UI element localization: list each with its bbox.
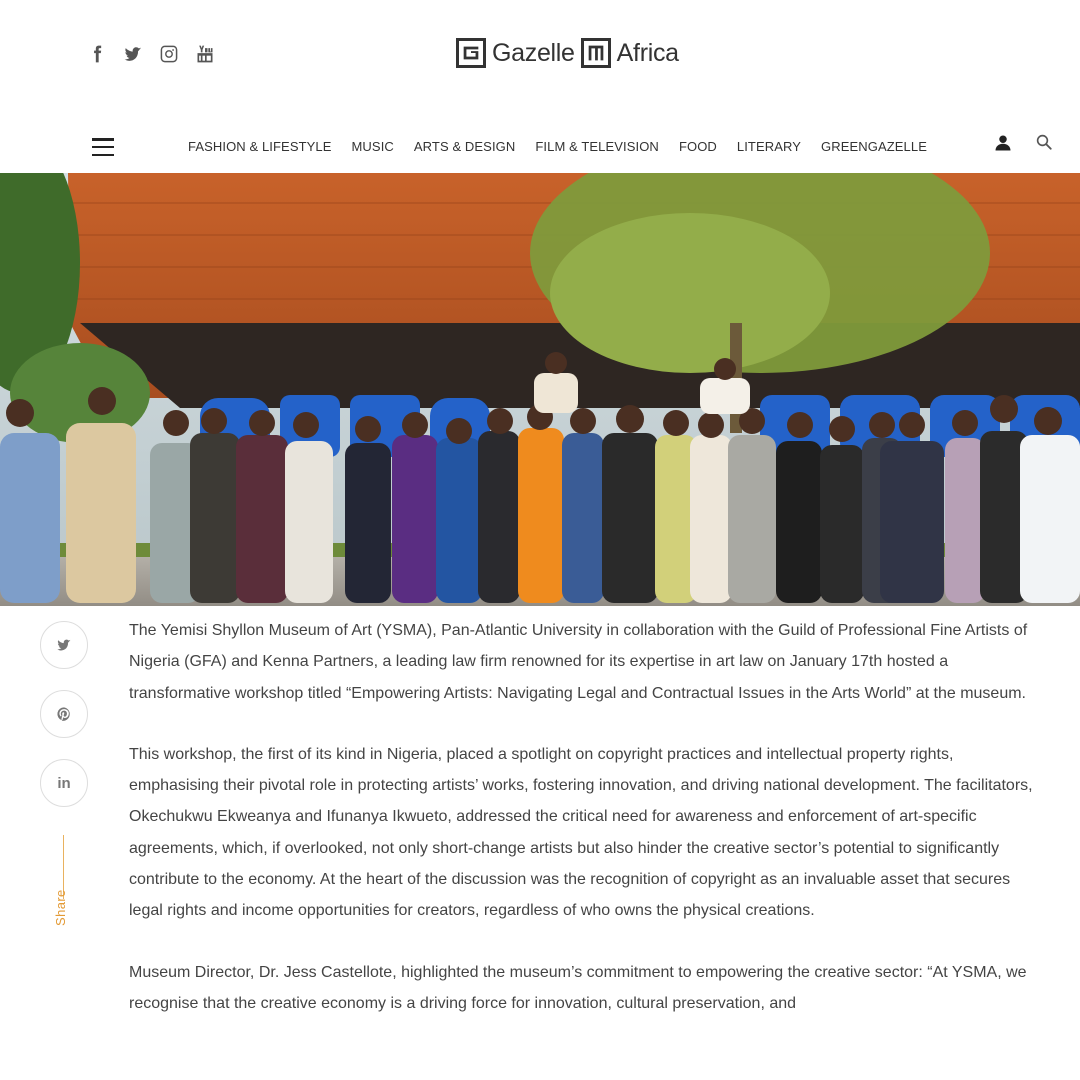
nav-item-fashion-lifestyle[interactable]: FASHION & LIFESTYLE [188, 139, 332, 154]
logo-mark-left [456, 38, 486, 68]
share-rail [40, 621, 88, 926]
share-twitter-button[interactable] [40, 621, 88, 669]
article-paragraph: Museum Director, Dr. Jess Castellote, highlighted the museum’s commitment to empowering the creative sector: “At YSMA, we recognise that the creative economy is a driving force for innovation, cultural preservation, and [129, 963, 1027, 1012]
site-logo[interactable] [456, 38, 679, 68]
nav-item-film-television[interactable]: FILM & TELEVISION [535, 139, 659, 154]
nav-item-music[interactable]: MUSIC [351, 139, 394, 154]
instagram-icon[interactable] [158, 42, 180, 66]
pinterest-icon [56, 706, 72, 722]
menu-icon[interactable] [92, 138, 114, 156]
nav-item-food[interactable]: FOOD [678, 139, 717, 154]
youtube-icon[interactable] [194, 42, 216, 66]
linkedin-icon: in [57, 774, 71, 792]
main-nav [0, 128, 1080, 168]
hero-image [0, 173, 1080, 606]
nav-menu [188, 139, 927, 154]
nav-item-greengazelle[interactable]: GREENGAZELLE [821, 139, 927, 154]
share-label: Share [53, 889, 68, 926]
search-icon[interactable] [1035, 133, 1053, 151]
article-body [129, 615, 1044, 1049]
user-icon[interactable] [994, 134, 1012, 152]
nav-item-arts-design[interactable]: ARTS & DESIGN [413, 139, 516, 154]
twitter-icon[interactable] [122, 42, 144, 66]
nav-item-literary[interactable]: LITERARY [736, 139, 802, 154]
social-links [86, 42, 216, 66]
twitter-icon [56, 637, 72, 653]
logo-mark-right [581, 38, 611, 68]
logo-text-left: Gazelle [492, 38, 575, 67]
logo-text-right: Africa [616, 38, 679, 67]
share-linkedin-button[interactable] [40, 759, 88, 807]
article-paragraph: This workshop, the first of its kind in Nigeria, placed a spotlight on copyright practices and intellectual property rights, emphasising their pivotal role in protecting artists’ works, fostering innovation, and driving national development. The facilitators, Okechukwu Ekweanya and Ifunanya Ikwueto, addressed the critical need for awareness and enforcement of art-specific agreements, which, if overlooked, not only short-change artists but also hinder the creative sector’s potential to significantly contribute to the economy. At the heart of the discussion was the recognition of copyright as an invaluable asset that secures legal rights and income opportunities for creators, regardless of who owns the physical creations. [129, 745, 1033, 920]
share-pinterest-button[interactable] [40, 690, 88, 738]
article-paragraph: The Yemisi Shyllon Museum of Art (YSMA), Pan-Atlantic University in collaboration with the Guild of Professional Fine Artists of Nigeria (GFA) and Kenna Partners, a leading law firm renowned for its expertise in art law on January 17th hosted a transformative workshop titled “Empowering Artists: Navigating Legal and Contractual Issues in the Arts World” at the museum. [129, 622, 1028, 702]
facebook-icon[interactable] [86, 42, 108, 66]
